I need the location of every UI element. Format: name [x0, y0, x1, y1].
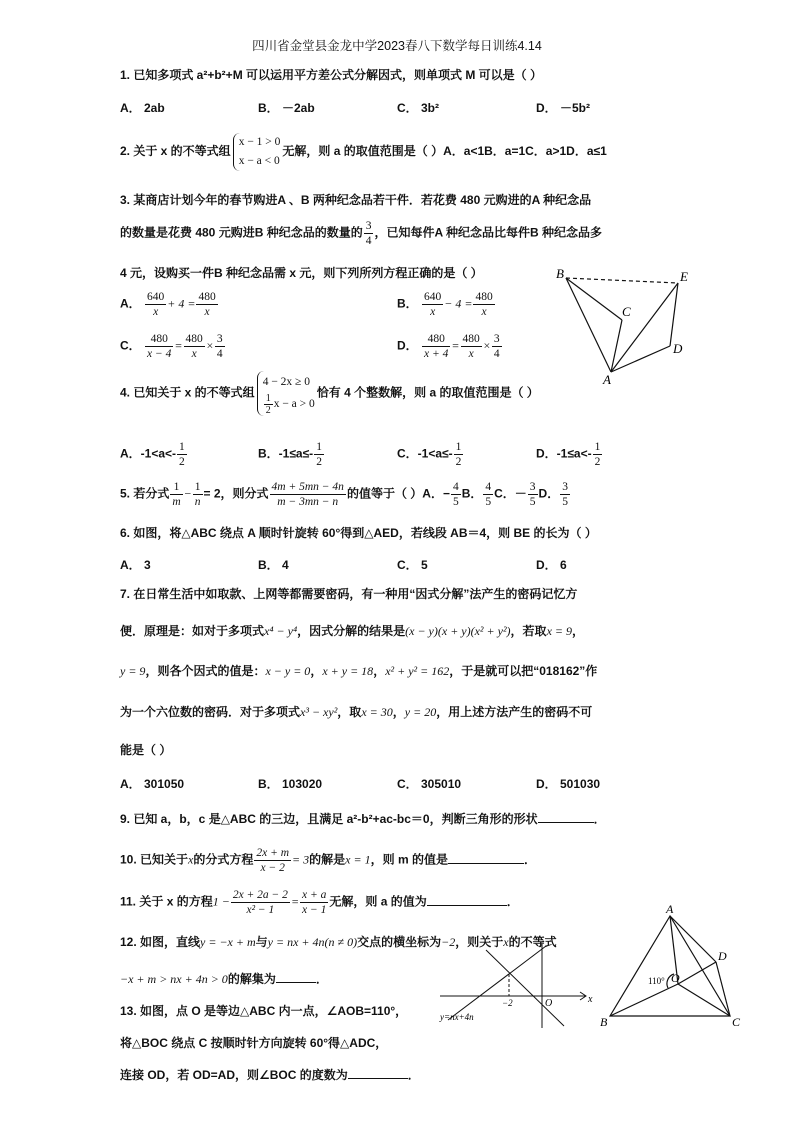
frac [451, 480, 461, 509]
q4-suffix: 恰有 4 个整数解，则 a 的取值范围是（ ） [316, 385, 539, 400]
label: A．-1<a<- [120, 446, 177, 461]
op: + 4 = [167, 296, 196, 311]
q3-option-b [397, 290, 496, 319]
frac [593, 440, 603, 469]
q7-line5: 能是（ ） [120, 743, 172, 757]
q5-prefix: 5. 若分式 [120, 486, 170, 501]
den: 2 [316, 456, 322, 468]
q1-option-b: B． －2ab [258, 101, 315, 115]
triangle-abc [610, 916, 730, 1016]
q2-suffix: 无解，则 a 的取值范围是（ ）A．a<1B．a=1C．a>1D．a≤1 [282, 144, 607, 159]
segment-da [611, 346, 670, 372]
answer-blank[interactable] [348, 1067, 408, 1079]
den: 2 [455, 456, 462, 468]
origin-label: O [545, 998, 553, 1009]
q7-option-b: B． 103020 [258, 777, 323, 791]
text: 无解，则 a 的值为 [329, 894, 427, 909]
num: 640 [424, 291, 442, 303]
den: 5 [485, 496, 492, 508]
label: C．－ [494, 486, 527, 501]
q2-ineq-2: x − a < 0 [238, 155, 280, 167]
q13-triangle-figure [598, 902, 748, 1027]
q6-option-a: A． 3 [120, 558, 151, 572]
q3-option-c [120, 332, 226, 361]
den: x − 2 [260, 862, 285, 874]
den: 4 [493, 348, 500, 360]
q13-line3 [120, 1066, 420, 1083]
math: x² + y² = 162 [385, 664, 450, 678]
math: (x − y)(x + y)(x² + y²) [405, 624, 511, 638]
text: ． [593, 812, 606, 826]
answer-blank[interactable] [538, 811, 594, 823]
op: = [174, 338, 183, 353]
num: 480 [185, 333, 203, 345]
den: m [172, 496, 181, 508]
num: 1 [594, 441, 601, 453]
label: D． [397, 338, 418, 353]
num: 3 [529, 481, 536, 493]
frac [454, 440, 464, 469]
q6-rotation-figure [548, 262, 698, 387]
q4-prefix: 4. 已知关于 x 的不等式组 [120, 385, 255, 400]
text: ． [523, 852, 536, 867]
label: C． [120, 338, 141, 353]
text: 的解集为 [227, 972, 276, 986]
frac [461, 332, 482, 361]
text: 12. 如图，直线 [120, 935, 201, 949]
q12-line1 [120, 933, 557, 950]
label: B． [461, 486, 483, 501]
label: C．-1<a≤- [397, 446, 453, 461]
den: x [204, 306, 210, 318]
math: x⁴ − y⁴ [264, 624, 298, 638]
axis-label-x: x [588, 994, 593, 1005]
num: 480 [475, 291, 493, 303]
q7-line2: 便．原理是：如对于多项式x⁴ − y⁴，因式分解的结果是(x − y)(x + y)(x² + y²)，若取x = 9， [120, 624, 585, 638]
frac [483, 480, 493, 509]
num: 1 [316, 441, 322, 453]
math: y = 9 [120, 664, 146, 678]
frac [215, 332, 225, 361]
num: 3 [493, 333, 500, 345]
frac [193, 480, 203, 509]
q11-line [120, 888, 519, 917]
den: 5 [452, 496, 459, 508]
num: 2x + 2a − 2 [232, 889, 288, 901]
q3-line2 [120, 219, 602, 248]
tick-label-neg2: −2 [502, 998, 513, 1008]
label-d: D [718, 949, 727, 963]
frac [473, 290, 494, 319]
math: y = nx + 4n [267, 935, 325, 949]
text: ，于是就可以把“018162”作 [449, 664, 598, 678]
page-title: 四川省金堂县金龙中学2023春八下数学每日训练4.14 [252, 39, 542, 53]
num: 2x + m [256, 847, 290, 859]
num: 3 [562, 481, 568, 493]
num: 1 [194, 481, 201, 493]
den: 5 [529, 496, 536, 508]
q6-text: 6. 如图，将△ABC 绕点 A 顺时针旋转 60°得到△AED，若线段 AB＝4，则 BE 的长为（ ） [120, 526, 597, 540]
den: m − 3mn − n [277, 496, 339, 508]
label-a: A [603, 372, 611, 387]
den: 4 [216, 348, 223, 360]
q2-prefix: 2. 关于 x 的不等式组 [120, 144, 231, 159]
math: x = 1 [345, 852, 371, 867]
q1-option-c: C． 3b² [397, 101, 440, 115]
q4-inequality-system [257, 371, 315, 416]
num: 1 [179, 441, 185, 453]
label-d: D [673, 341, 683, 356]
text: 9. 已知 a，b，c 是△ABC 的三边，且满足 a²-b²+ac-bc＝0，判断三角形的形状 [120, 812, 538, 826]
frac [560, 480, 570, 509]
num: 1 [265, 393, 271, 404]
label: B．-1≤a≤- [258, 446, 314, 461]
q7-option-a: A． 301050 [120, 777, 185, 791]
line-nx-4n [448, 946, 546, 1020]
num: 1 [170, 480, 182, 495]
math: x − y = 0 [265, 664, 311, 678]
frac-half [264, 393, 273, 416]
num: 4 [485, 481, 492, 493]
segment-dc [716, 962, 730, 1016]
op: × [482, 338, 491, 353]
q3-line2b: ，已知每件A 种纪念品比每件B 种纪念品多 [374, 225, 603, 240]
label: A． [120, 296, 141, 311]
q3-option-d [397, 332, 503, 361]
label-b: B [556, 266, 564, 281]
math: x + y = 18 [322, 664, 374, 678]
q2-inequality-system [233, 133, 281, 171]
den: 2 [265, 405, 271, 416]
frac [422, 290, 443, 319]
q4-option-c [397, 440, 464, 469]
den: x [481, 306, 487, 318]
q4-option-b [258, 440, 325, 469]
math: x [503, 935, 509, 949]
frac [184, 332, 205, 361]
text: 11. 关于 x 的方程 [120, 894, 213, 909]
num: 1 [455, 441, 462, 453]
line-label: y=nx+4n [440, 1012, 474, 1022]
q4-option-a [120, 440, 188, 469]
den: x + 4 [424, 348, 449, 360]
den: n [194, 496, 201, 508]
q1-option-a: A． 2ab [120, 101, 165, 115]
math: x = 9 [546, 624, 572, 638]
q2-ineq-1: x − 1 > 0 [238, 136, 281, 148]
frac [196, 290, 217, 319]
math: −x + m > nx + 4n > 0 [120, 972, 228, 986]
q5-eq: = 2，则分式 [203, 486, 269, 501]
num: 480 [422, 332, 450, 347]
frac [270, 480, 346, 509]
num: 3 [216, 333, 223, 345]
segment-ea [611, 283, 678, 372]
text: 为一个六位数的密码．对于多项式 [120, 705, 301, 719]
den: x [191, 348, 197, 360]
q6-option-c: C． 5 [397, 558, 428, 572]
frac [492, 332, 502, 361]
text: ． [315, 972, 328, 986]
num: 3 [365, 220, 372, 232]
q10-line [120, 846, 536, 875]
text: 的解是 [309, 852, 346, 867]
text: ，因式分解的结果是 [297, 624, 406, 638]
den: 5 [562, 496, 568, 508]
num: 480 [462, 333, 480, 345]
frac [254, 846, 291, 875]
q12-line2 [120, 970, 328, 987]
den: x − 4 [147, 348, 172, 360]
math: x [188, 852, 194, 867]
label-o: O [671, 971, 680, 985]
math: y = 20 [404, 705, 437, 719]
frac [145, 290, 166, 319]
q7-option-d: D． 501030 [536, 777, 601, 791]
op: = [451, 338, 460, 353]
num: x + a [302, 889, 327, 901]
text: ，则各个因式的值是： [145, 664, 266, 678]
q12-line-graph [436, 940, 600, 1030]
frac [177, 440, 187, 469]
den: 2 [179, 456, 185, 468]
label-a: A [666, 902, 674, 916]
text: ，取 [337, 705, 362, 719]
text: ，用上述方法产生的密码不可 [436, 705, 593, 719]
den: x [430, 306, 436, 318]
text: ，则关于 [455, 935, 504, 949]
op: − 4 = [444, 296, 473, 311]
segment-ba [566, 278, 611, 372]
q3-line1: 3. 某商店计划今年的春节购进A 、B 两种纪念品若干件．若花费 480 元购进的A 种纪念品 [120, 193, 592, 207]
q4-line [120, 371, 539, 416]
math: (n ≠ 0) [324, 935, 358, 949]
q3-option-a [120, 290, 219, 319]
q4-option-d [536, 440, 603, 469]
label: D．-1≤a<- [536, 446, 592, 461]
math: = 3 [292, 852, 310, 867]
text: 与 [255, 935, 268, 949]
frac [231, 888, 290, 917]
frac [300, 888, 328, 917]
q5-suffix: 的值等于（ ）A．− [346, 486, 450, 501]
text: ． [407, 1068, 420, 1082]
num: 480 [198, 291, 216, 303]
num: 4m + 5mn − 4n [271, 481, 344, 493]
text: 连接 OD，若 OD=AD，则∠BOC 的度数为 [120, 1068, 348, 1082]
math: −2 [441, 935, 456, 949]
label-c: C [622, 304, 631, 319]
q7-option-c: C． 305010 [397, 777, 462, 791]
frac [170, 480, 182, 509]
text: 便．原理是：如对于多项式 [120, 624, 265, 638]
frac [528, 480, 538, 509]
text: 10. 已知关于 [120, 852, 189, 867]
answer-blank[interactable] [276, 971, 316, 983]
q2-line [120, 133, 607, 171]
den: x² − 1 [246, 904, 275, 916]
q4-ineq-1: 4 − 2x ≥ 0 [262, 376, 310, 388]
q5-line [120, 480, 571, 509]
q7-line4: 为一个六位数的密码．对于多项式x³ − xy²，取x = 30，y = 20，用上述方法产生的密码不可 [120, 705, 593, 719]
den: 4 [365, 235, 372, 247]
op: × [205, 338, 214, 353]
math: x³ − xy² [300, 705, 338, 719]
frac [314, 440, 324, 469]
num: 640 [147, 291, 165, 303]
text: ． [506, 894, 519, 909]
frac [422, 332, 450, 361]
label: D． [538, 486, 560, 501]
q13-line2: 将△BOC 绕点 C 按顺时针方向旋转 60°得△ADC， [120, 1036, 388, 1050]
text: ，若取 [510, 624, 547, 638]
den: 2 [594, 456, 601, 468]
math: y = −x + m [200, 935, 256, 949]
num: 480 [145, 332, 173, 347]
q3-line2a: 的数量是花费 480 元购进B 种纪念品的数量的 [120, 225, 363, 240]
den: x − 1 [302, 904, 327, 916]
q6-option-b: B． 4 [258, 558, 289, 572]
math: 1 − [212, 894, 230, 909]
text: 的分式方程 [193, 852, 254, 867]
segment-od [678, 962, 716, 984]
math: x = 30 [361, 705, 393, 719]
text: ，则 m 的值是 [370, 852, 448, 867]
segment-co [678, 984, 730, 1016]
rest: x − a > 0 [273, 398, 315, 411]
q7-line1: 7. 在日常生活中如取款、上网等都需要密码，有一种用“因式分解”法产生的密码记忆方 [120, 587, 578, 601]
label-e: E [680, 269, 688, 284]
segment-bc [566, 278, 622, 320]
label-b: B [600, 1015, 608, 1027]
q1-option-d: D． －5b² [536, 101, 591, 115]
text: 交点的横坐标为 [357, 935, 442, 949]
q3-line3: 4 元，设购买一件B 种纪念品需 x 元，则下列所列方程正确的是（ ） [120, 266, 483, 280]
q13-line1: 13. 如图，点 O 是等边△ABC 内一点，∠AOB=110°， [120, 1004, 408, 1018]
segment-be [566, 278, 678, 283]
den: x [468, 348, 474, 360]
q4-ineq-2 [263, 393, 315, 416]
label-c: C [732, 1015, 741, 1027]
answer-blank[interactable] [427, 894, 507, 906]
q7-line3: y = 9，则各个因式的值是：x − y = 0，x + y = 18，x² + y² = 162，于是就可以把“018162”作 [120, 664, 598, 678]
frac [145, 332, 173, 361]
q3-fraction-3-4 [364, 219, 374, 248]
op: − [183, 486, 192, 501]
num: 4 [452, 481, 459, 493]
q6-option-d: D． 6 [536, 558, 567, 572]
angle-label: 110° [648, 976, 665, 986]
answer-blank[interactable] [448, 852, 524, 864]
q1-text: 1. 已知多项式 a²+b²+M 可以运用平方差公式分解因式，则单项式 M 可以是（ ） [120, 68, 543, 82]
den: x [153, 306, 159, 318]
text: 的不等式 [508, 935, 557, 949]
q9-line [120, 810, 606, 827]
math: = [290, 894, 300, 909]
label: B． [397, 296, 418, 311]
